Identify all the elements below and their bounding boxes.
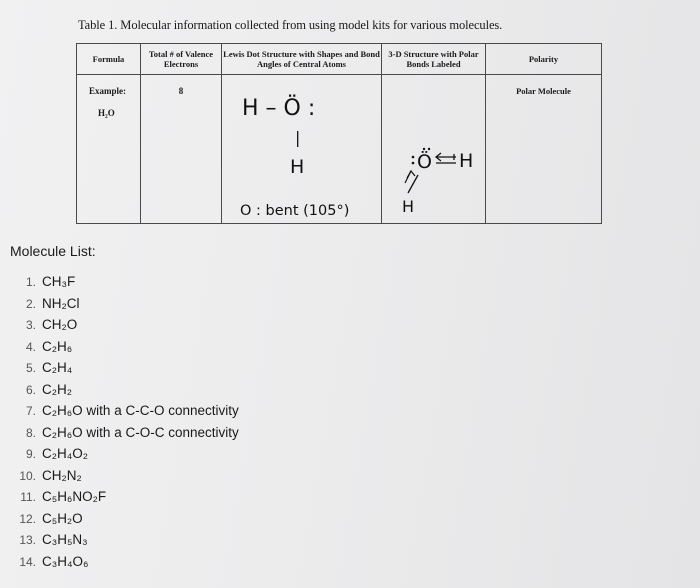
- header-valence-electrons: Total # of Valence Electrons: [141, 44, 222, 75]
- item-text: C₅H₂O: [42, 510, 83, 526]
- list-item: [14, 422, 239, 444]
- shape-note: O : bent (105°): [240, 203, 350, 219]
- item-text: C₂H₄O₂: [42, 446, 88, 461]
- example-label: Example:: [89, 86, 126, 96]
- item-number: 9.: [25, 447, 36, 461]
- 3d-structure-drawing: [382, 75, 485, 223]
- lewis-bottom-text: H: [290, 156, 305, 178]
- list-item: [14, 357, 239, 379]
- header-polarity: Polarity: [486, 44, 602, 75]
- item-number: 1.: [25, 275, 36, 289]
- lewis-top-text: H – Ö :: [242, 96, 316, 121]
- item-number: 7.: [25, 404, 36, 418]
- header-3d-structure: 3-D Structure with Polar Bonds Labeled: [382, 44, 486, 75]
- hydrogen-atom-3d: H: [402, 197, 415, 216]
- item-text: CH₂O: [42, 317, 78, 332]
- example-valence-value: 8: [178, 86, 184, 96]
- example-lewis-cell: [222, 75, 382, 224]
- item-text: C₂H₆O with a C-O-C connectivity: [42, 424, 239, 440]
- example-3d-cell: [382, 75, 486, 224]
- molecule-list: [14, 271, 239, 572]
- item-number: 5.: [25, 361, 36, 375]
- lewis-drawing: [222, 75, 381, 223]
- list-item: [14, 314, 239, 336]
- hydrogen-atom-3d: H: [459, 150, 474, 172]
- item-number: 12.: [19, 511, 36, 526]
- table-caption: Table 1. Molecular information collected from using model kits for various molecules.: [78, 18, 503, 32]
- header-formula: Formula: [77, 44, 141, 75]
- item-number: 13.: [19, 533, 36, 547]
- polar-bond-arrow: [408, 175, 418, 193]
- item-text: C₂H₂: [42, 381, 72, 397]
- list-item: [14, 336, 239, 358]
- item-number: 2.: [25, 296, 36, 311]
- list-item: [14, 443, 239, 465]
- list-item: [14, 529, 239, 551]
- example-formula-cell: [77, 75, 141, 224]
- item-text: C₂H₄: [42, 360, 73, 375]
- list-item: [14, 486, 239, 508]
- example-formula: H₂O: [98, 108, 115, 118]
- list-item: [14, 551, 239, 573]
- item-number: 4.: [25, 339, 36, 354]
- list-item: [14, 293, 239, 315]
- item-text: C₂H₆: [42, 338, 73, 354]
- lone-pair-dot: [412, 162, 415, 165]
- example-row: [77, 75, 602, 224]
- molecule-list-heading: Molecule List:: [10, 243, 96, 259]
- list-item: [14, 400, 239, 422]
- example-valence-cell: [141, 75, 222, 224]
- item-text: NH₂Cl: [42, 295, 80, 311]
- item-text: CH₂N₂: [42, 467, 82, 483]
- list-item: [14, 379, 239, 401]
- example-polarity-value: Polar Molecule: [516, 86, 571, 96]
- lone-pair-dot: [412, 156, 415, 159]
- molecular-info-table: [76, 43, 602, 224]
- item-text: C₂H₆O with a C-C-O connectivity: [42, 403, 239, 418]
- item-number: 14.: [19, 554, 36, 569]
- example-polarity-cell: [486, 75, 602, 224]
- item-number: 11.: [20, 490, 36, 504]
- item-number: 3.: [25, 318, 36, 332]
- item-text: C₃H₄O₆: [42, 553, 89, 569]
- list-item: [14, 465, 239, 487]
- oxygen-atom-3d: Ö: [417, 151, 432, 173]
- table-header-row: [77, 44, 602, 75]
- item-number: 6.: [25, 382, 36, 397]
- lone-pair-dot: [428, 148, 430, 150]
- item-text: CH₃F: [42, 274, 76, 289]
- lone-pair-dot: [423, 148, 425, 150]
- item-text: C₅H₆NO₂F: [42, 489, 107, 504]
- list-item: [14, 508, 239, 530]
- item-number: 10.: [19, 468, 36, 483]
- header-lewis-structure: Lewis Dot Structure with Shapes and Bond Angles of Central Atoms: [222, 44, 382, 75]
- list-item: [14, 271, 239, 293]
- item-text: C₃H₅N₃: [42, 532, 88, 547]
- lewis-bond-text: |: [295, 128, 301, 147]
- item-number: 8.: [25, 425, 36, 440]
